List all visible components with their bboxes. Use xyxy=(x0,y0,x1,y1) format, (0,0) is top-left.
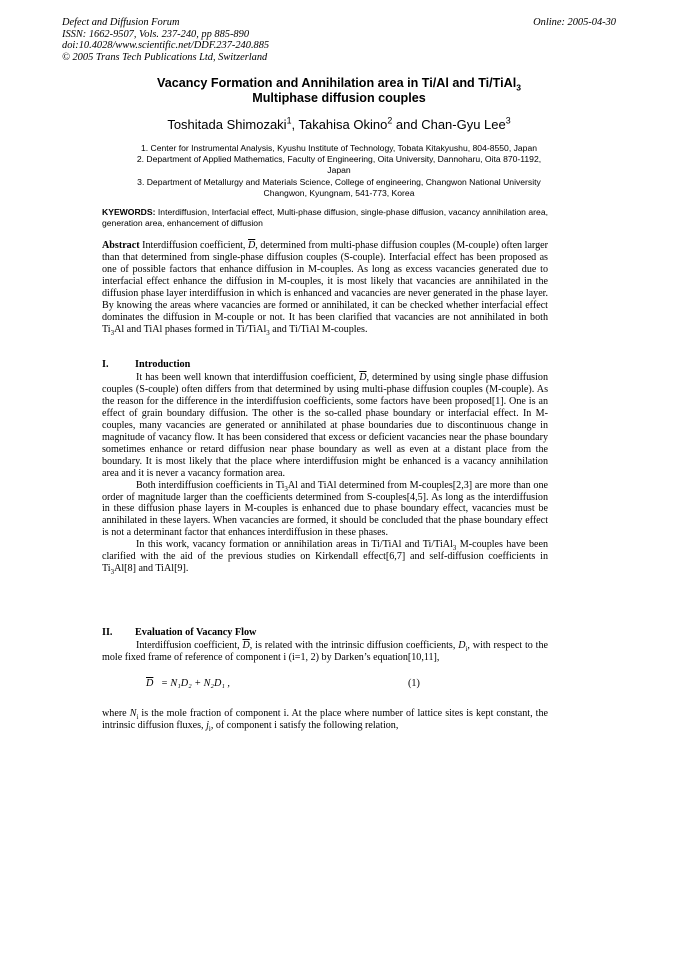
abstract-sub-1: 3 xyxy=(110,329,115,337)
affiliation-1: 1. Center for Instrumental Analysis, Kyushu Institute of Technology, Tobata Kitakyushu, 804-8550, Japan xyxy=(140,143,538,153)
affiliation-3-cont: Changwon, Kyungnam, 541-773, Korea xyxy=(263,187,415,198)
intro-p1-text-b: , determined by using single phase diffusion couples (S-couple) often differs from that determined by using multi-phase diffusion couples (M-couple). As the reason for the difference in the interdiffusion coefficients, some factors have been proposed[1]. One is an effect of grain boundary diffusion. The other is the so-called phase boundary or interfacial effect. In M-couples, many vacancies are generated or annihilated at phase boundaries due to discontinuous change in magnitude of vacancy flow. It has been considered that excess or deficient vacancies near the phase boundary sometimes enhance or retard diffusion near phase boundary as well as even at a distant place from the boundary. It is most likely that the place where interdiffusion might be enhanced is a vacancy annihilation area and it is never a vacancy formation area. xyxy=(102,372,549,479)
intrinsic-sub: i xyxy=(465,646,468,654)
section-2-body xyxy=(102,640,548,664)
title-subscript: 3 xyxy=(516,82,521,93)
keywords xyxy=(102,207,548,229)
flux-sub: i xyxy=(208,725,211,733)
intro-p3-text-c: Al[8] and TiAl[9]. xyxy=(114,563,189,575)
abstract-text-3: Al and TiAl phases formed in Ti/TiAl xyxy=(114,323,267,335)
intro-p3-sub-2: 3 xyxy=(110,569,115,577)
keywords-label: KYEWORDS: xyxy=(102,207,156,217)
s2-p2-text-b: is the mole fraction of component i. At the place where number of lattice sites is kept constant, the intrinsic diffusion fluxes, xyxy=(102,708,548,731)
online-date: Online: 2005-04-30 xyxy=(533,17,616,28)
interdiffusion-symbol: $\overline{D}$ xyxy=(359,372,367,383)
interdiffusion-symbol: $\overline{D}$ xyxy=(242,640,250,651)
journal-name: Defect and Diffusion Forum xyxy=(62,17,180,28)
section-2-paragraph-2 xyxy=(102,708,548,732)
keywords-text: Interdiffusion, Interfacial effect, Multi-phase diffusion, single-phase diffusion, vacancy annihilation area, generation area, enhancement of diffusion xyxy=(102,207,548,229)
equation-1-number: (1) xyxy=(408,678,420,689)
intro-paragraph-1 xyxy=(102,372,548,480)
copyright-line: © 2005 Trans Tech Publications Ltd, Switzerland xyxy=(62,51,268,63)
mole-fraction-symbol: N xyxy=(129,708,137,719)
affiliations xyxy=(62,143,616,199)
author-1: Toshitada Shimozaki xyxy=(167,117,287,132)
s2-p1-text-b: , is related with the intrinsic diffusion coefficients, xyxy=(249,640,459,651)
abstract-label: Abstract xyxy=(102,240,140,251)
affiliation-2: 2. Department of Applied Mathematics, Faculty of Engineering, Oita University, Dannoharu, Oita 870-1192, xyxy=(136,154,542,165)
author-list xyxy=(62,117,616,132)
intro-paragraph-3 xyxy=(102,539,548,575)
paper-title xyxy=(62,76,616,105)
equation-1-lhs: $\overline{D}$ xyxy=(146,678,154,689)
abstract-text-4: and Ti/TiAl M-couples. xyxy=(269,323,368,335)
section-2-number: II. xyxy=(102,627,113,638)
title-line-2: Multiphase diffusion couples xyxy=(252,90,426,105)
section-1-heading xyxy=(102,359,190,370)
intro-p2-sub: 3 xyxy=(284,485,288,493)
section-1-title: Introduction xyxy=(135,359,191,370)
intro-p2-text-b: Al and TiAl determined from M-couples[2,3] are more than one order of magnitude larger than the coefficients determined from S-couples[4,5]. As long as the interdiffusion in these diffusion phase layers in M-couples is enhanced due to phase boundary effect, vacancies must be annihilated in these layers. When vacancies are formed, it should be concluded that the phase boundary effect is not a determinant factor that enhances interdiffusion in these phases. xyxy=(102,479,548,539)
author-3-affil: 3 xyxy=(505,115,511,126)
journal-header xyxy=(62,17,269,63)
s2-p1-text-c: , with respect to the mole fixed frame of reference of component i (i=1, 2) by Darken’s equation[10,11], xyxy=(102,640,548,663)
title-line-1: Vacancy Formation and Annihilation area in Ti/Al and Ti/TiAl xyxy=(157,76,517,90)
section-2-paragraph-1 xyxy=(102,640,548,664)
intro-p2-text-a: Both interdiffusion coefficients in Ti xyxy=(136,479,285,491)
s2-p1-text-a: Interdiffusion coefficient, xyxy=(136,640,243,651)
equation-1 xyxy=(146,678,230,689)
author-2: , Takahisa Okino xyxy=(291,117,388,132)
intro-p1-text-a: It has been well known that interdiffusion coefficient, xyxy=(136,372,360,383)
section-1-number: I. xyxy=(102,359,109,370)
author-1-affil: 1 xyxy=(286,115,292,126)
mole-fraction-sub: i xyxy=(136,714,139,722)
s2-p2-text-c: , of component i satisfy the following relation, xyxy=(210,719,399,731)
abstract xyxy=(102,240,548,336)
interdiffusion-symbol: $\overline{D}$ xyxy=(248,240,256,251)
abstract-text-2: , determined from multi-phase diffusion couples (M-couple) often larger than that determined from single-phase diffusion couples (S-couple). Interfacial effect has been proposed as one of possible factors that enhance diffusion in M-couples. As long as excess vacancies generated due to interfacial effect enhance the diffusion in M-couples, it is most likely that vacancies are annihilated in the diffusion phase layer interdiffusion in which is enhanced and vacancies are never generated in the phase layer. By knowing the areas where vacancies are formed or annihilated, it can be checked whether interfacial effect dominates the diffusion in M-couple or not. It has been clarified that vacancies are not annihilated in both Ti xyxy=(102,240,548,335)
s2-p2-text-a: where xyxy=(102,708,130,719)
intro-p3-text-b: M-couples have been clarified with the aid of the previous studies on Kirkendall effect[6,7] and self-diffusion coefficients in Ti xyxy=(102,539,548,575)
intro-paragraph-2 xyxy=(102,480,548,540)
abstract-sub-2: 3 xyxy=(266,329,270,337)
affiliation-2-cont: Japan xyxy=(327,165,351,176)
author-3: and Chan-Gyu Lee xyxy=(392,117,506,132)
section-2-heading xyxy=(102,627,256,638)
section-2-title: Evaluation of Vacancy Flow xyxy=(135,627,257,638)
doi-line: doi:10.4028/www.scientific.net/DDF.237-240.885 xyxy=(62,40,270,52)
abstract-text-1: Interdiffusion coefficient, xyxy=(139,240,248,251)
affiliation-3: 3. Department of Metallurgy and Materials Science, College of engineering, Changwon National University xyxy=(137,176,541,187)
author-2-affil: 2 xyxy=(387,115,393,126)
intro-p3-sub-1: 3 xyxy=(452,545,457,553)
intrinsic-symbol: D xyxy=(458,640,466,651)
equation-1-rhs: = N₁D₂ + N₂D₁ , xyxy=(161,678,230,689)
intro-p3-text-a: In this work, vacancy formation or annihilation areas in Ti/TiAl and Ti/TiAl xyxy=(136,539,453,551)
flux-symbol: j xyxy=(206,719,209,731)
issn-line: ISSN: 1662-9507, Vols. 237-240, pp 885-890 xyxy=(62,28,250,40)
section-1-body xyxy=(102,372,548,575)
